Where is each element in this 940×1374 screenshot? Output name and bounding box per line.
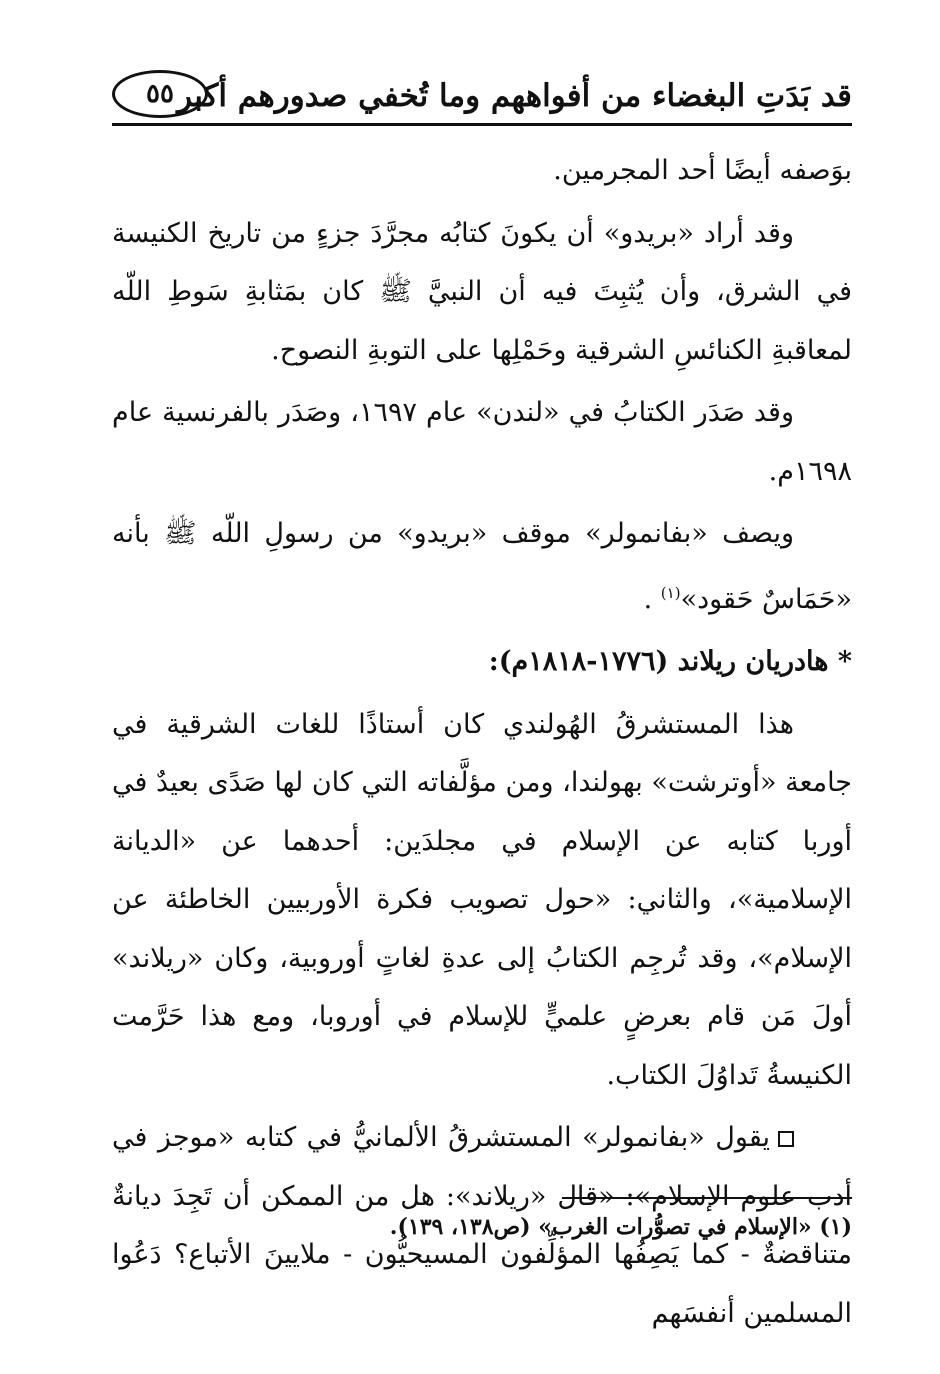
paragraph: وقد أراد «بريدو» أن يكونَ كتابُه مجرَّدَ جزءٍ من تاريخ الكنيسة في الشرق، وأن يُثبِتَ فيه أن النبيَّ ﷺ كان بمَثابةِ سَوطِ اللّه لمعاقبةِ الكنائسِ الشرقية وحَمْلِها على التوبةِ النصوح. [112, 217, 852, 366]
paragraph: وقد صَدَر الكتابُ في «لندن» عام ١٦٩٧، وصَدَر بالفرنسية عام ١٦٩٨م. [112, 397, 852, 487]
square-bullet-icon [778, 1131, 794, 1147]
quote-text: يقول «بفانمولر» المستشرقُ الألمانيُّ في كتابه «موجز في أدب علوم الإسلام»: «قال «ريلاند»: هل من الممكن أن تَجِدَ ديانةٌ متناقضةٌ - كما يَصِفُها المؤلِّفون المسيحيُّون - ملايينَ الأتباع؟ دَعُوا المسلمين أنفسَهم [112, 1122, 852, 1329]
page-number: ٥٥ [112, 70, 208, 118]
body-text [112, 142, 852, 1343]
footnote: (١) «الإسلام في تصوُّرات الغرب» (ص١٣٨، ١٣٩). [389, 1214, 852, 1240]
paragraph-end: . [643, 583, 661, 615]
paragraph-text: ويصف «بفانمولر» موقف «بريدو» من رسولِ اللّه ﷺ بأنه «حَمَاسٌ حَقود» [112, 518, 852, 615]
header-rule [112, 123, 852, 126]
paragraph: هذا المستشرقُ الهُولندي كان أستاذًا للغات الشرقية في جامعة «أوترشت» بهولندا، ومن مؤلَّفاته التي كان لها صَدًى بعيدٌ في أوربا كتابه عن الإسلام في مجلدَين: أحدهما عن «الديانة الإسلامية»، والثاني: «حول تصويب فكرة الأوربيين الخاطئة عن الإسلام»، وقد تُرجِم الكتابُ إلى عدةِ لغاتٍ أوروبية، وكان «ريلاند» أولَ مَن قام بعرضٍ علميٍّ للإسلام في أوروبا، ومع هذا حَرَّمت الكنيسةُ تَداوُلَ الكتاب. [112, 708, 852, 1091]
page-header [112, 58, 852, 124]
footnote-marker: (١) [660, 583, 681, 602]
section-heading: * هادريان ريلاند (١٧٧٦-١٨١٨م): [488, 646, 852, 677]
running-title: قد بَدَتِ البغضاء من أفواههم وما تُخفي صدورهم أكبر [177, 78, 852, 114]
paragraph: بوَصفه أيضًا أحد المجرمين. [553, 155, 852, 186]
paragraph [112, 505, 852, 629]
footnote-rule [562, 1197, 852, 1199]
